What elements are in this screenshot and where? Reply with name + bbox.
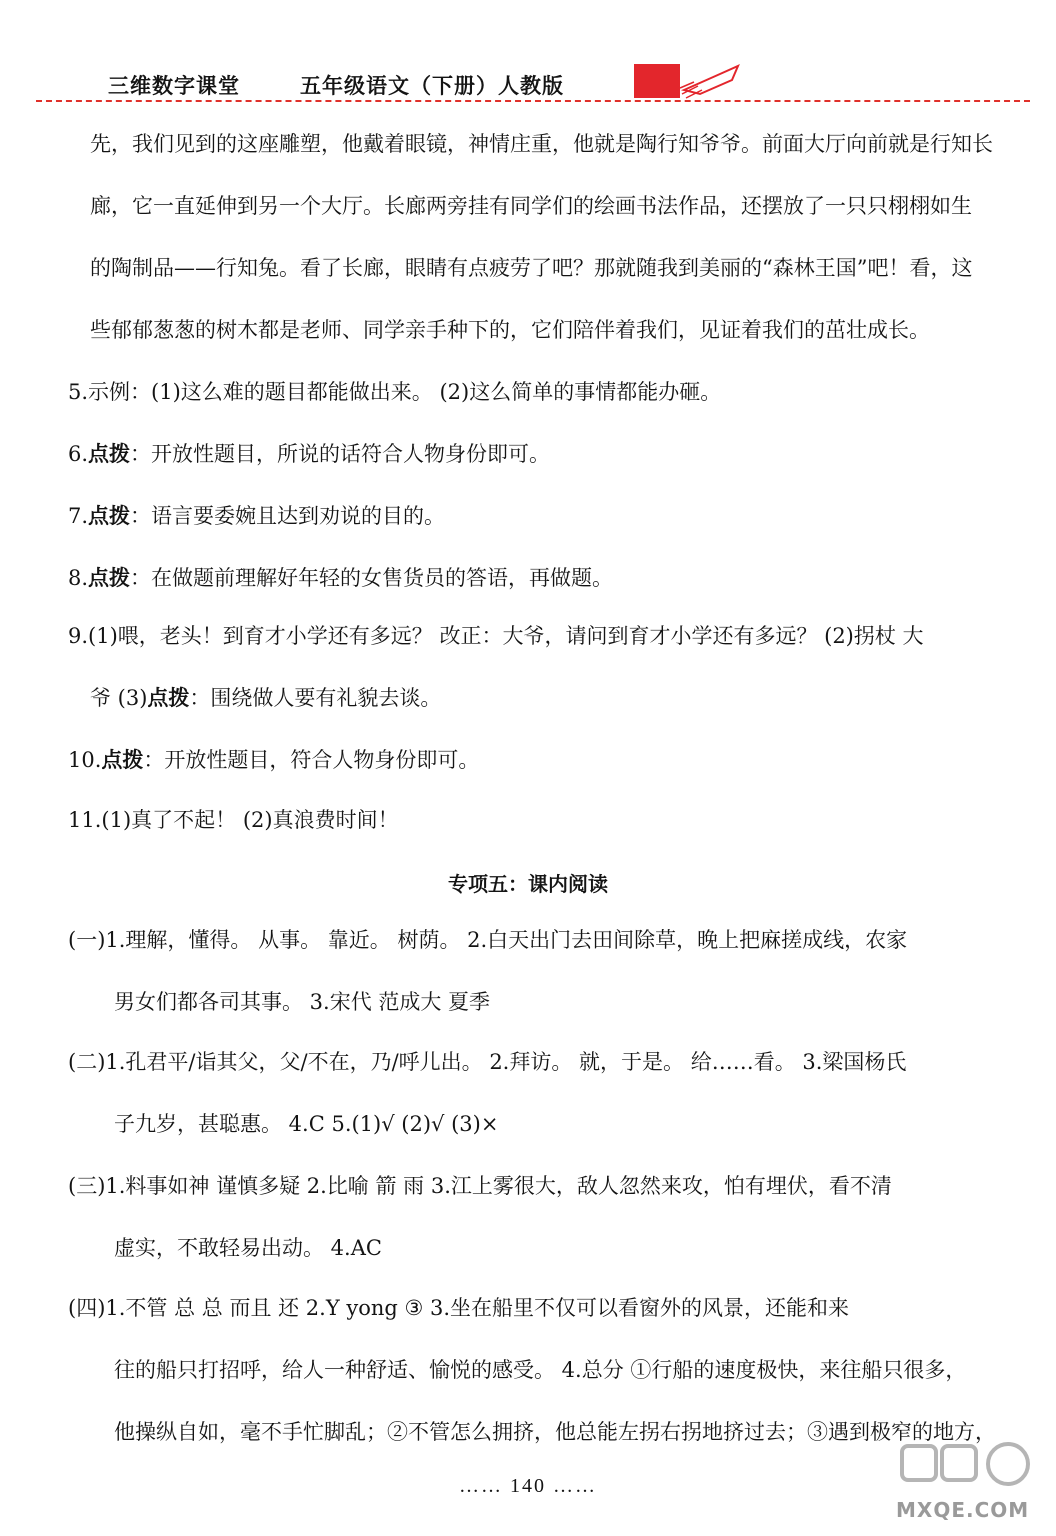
- reading-answer-line: 他操纵自如，毫不手忙脚乱；②不管怎么拥挤，他总能左拐右拐地挤过去；③遇到极窄的地方，: [114, 1420, 996, 1444]
- answer-5: 5.示例：(1)这么难的题目都能做出来。 (2)这么简单的事情都能办砸。: [68, 380, 722, 404]
- reading-answer-line: 男女们都各司其事。 3.宋代 范成大 夏季: [114, 990, 491, 1014]
- reading-answer-line: (四)1.不管 总 总 而且 还 2.Y yong ③ 3.坐在船里不仅可以看窗外的风景，还能和来: [68, 1296, 850, 1320]
- text-line: 先，我们见到的这座雕塑，他戴着眼镜，神情庄重，他就是陶行知爷爷。前面大厅向前就是行知长: [90, 132, 993, 156]
- reading-answer-line: 子九岁，甚聪惠。 4.C 5.(1)√ (2)√ (3)×: [114, 1112, 499, 1136]
- reading-answer-line: (二)1.孔君平/诣其父，父/不在，乃/呼儿出。 2.拜访。 就，于是。 给……看。 3.梁国杨氏: [68, 1050, 907, 1074]
- watermark-logo: [896, 1438, 1046, 1530]
- watermark-icon: [896, 1438, 1046, 1498]
- reading-answer-line: 虚实，不敢轻易出动。 4.AC: [114, 1236, 382, 1260]
- text-line: 些郁郁葱葱的树木都是老师、同学亲手种下的，它们陪伴着我们，见证着我们的茁壮成长。: [90, 318, 930, 342]
- text-line: 的陶制品——行知兔。看了长廊，眼睛有点疲劳了吧？那就随我到美丽的“森林王国”吧！看，这: [90, 256, 973, 280]
- answer-11: 11.(1)真了不起！ (2)真浪费时间！: [68, 808, 399, 832]
- header-red-block: [634, 64, 680, 98]
- book-series-title: 三维数字课堂: [108, 74, 240, 98]
- answer-8: 8.点拨：在做题前理解好年轻的女售货员的答语，再做题。: [68, 565, 614, 590]
- answer-10: 10.点拨：开放性题目，符合人物身份即可。: [68, 747, 480, 772]
- reading-answer-line: (一)1.理解，懂得。 从事。 靠近。 树荫。 2.白天出门去田间除草，晚上把麻搓成线，农家: [68, 928, 908, 952]
- text-line: 廊，它一直延伸到另一个大厅。长廊两旁挂有同学们的绘画书法作品，还摆放了一只只栩栩如生: [90, 194, 972, 218]
- answer-7: 7.点拨：语言要委婉且达到劝说的目的。: [68, 503, 446, 528]
- header-dashed-divider: [36, 100, 1030, 102]
- page-number: …… 140 ……: [459, 1475, 597, 1497]
- reading-answer-line: 往的船只打招呼，给人一种舒适、愉悦的感受。 4.总分 ①行船的速度极快，来往船只很多，: [114, 1358, 967, 1382]
- page-header: [0, 0, 1056, 110]
- reading-answer-line: (三)1.料事如神 谨慎多疑 2.比喻 箭 雨 3.江上雾很大，敌人忽然来攻，怕有埋伏，看不清: [68, 1174, 892, 1198]
- answer-9-continued: 爷 (3)点拨：围绕做人要有礼貌去谈。: [90, 685, 442, 710]
- watermark-text: MXQE.COM: [896, 1498, 1030, 1522]
- answer-9: 9.(1)喂，老头！到育才小学还有多远？ 改正：大爷，请问到育才小学还有多远？ (2)拐杖 大: [68, 624, 924, 648]
- section-title: 专项五：课内阅读: [448, 872, 608, 896]
- rocket-icon: [680, 60, 750, 100]
- answer-6: 6.点拨：开放性题目，所说的话符合人物身份即可。: [68, 441, 551, 466]
- book-title: 五年级语文（下册）人教版: [300, 74, 564, 98]
